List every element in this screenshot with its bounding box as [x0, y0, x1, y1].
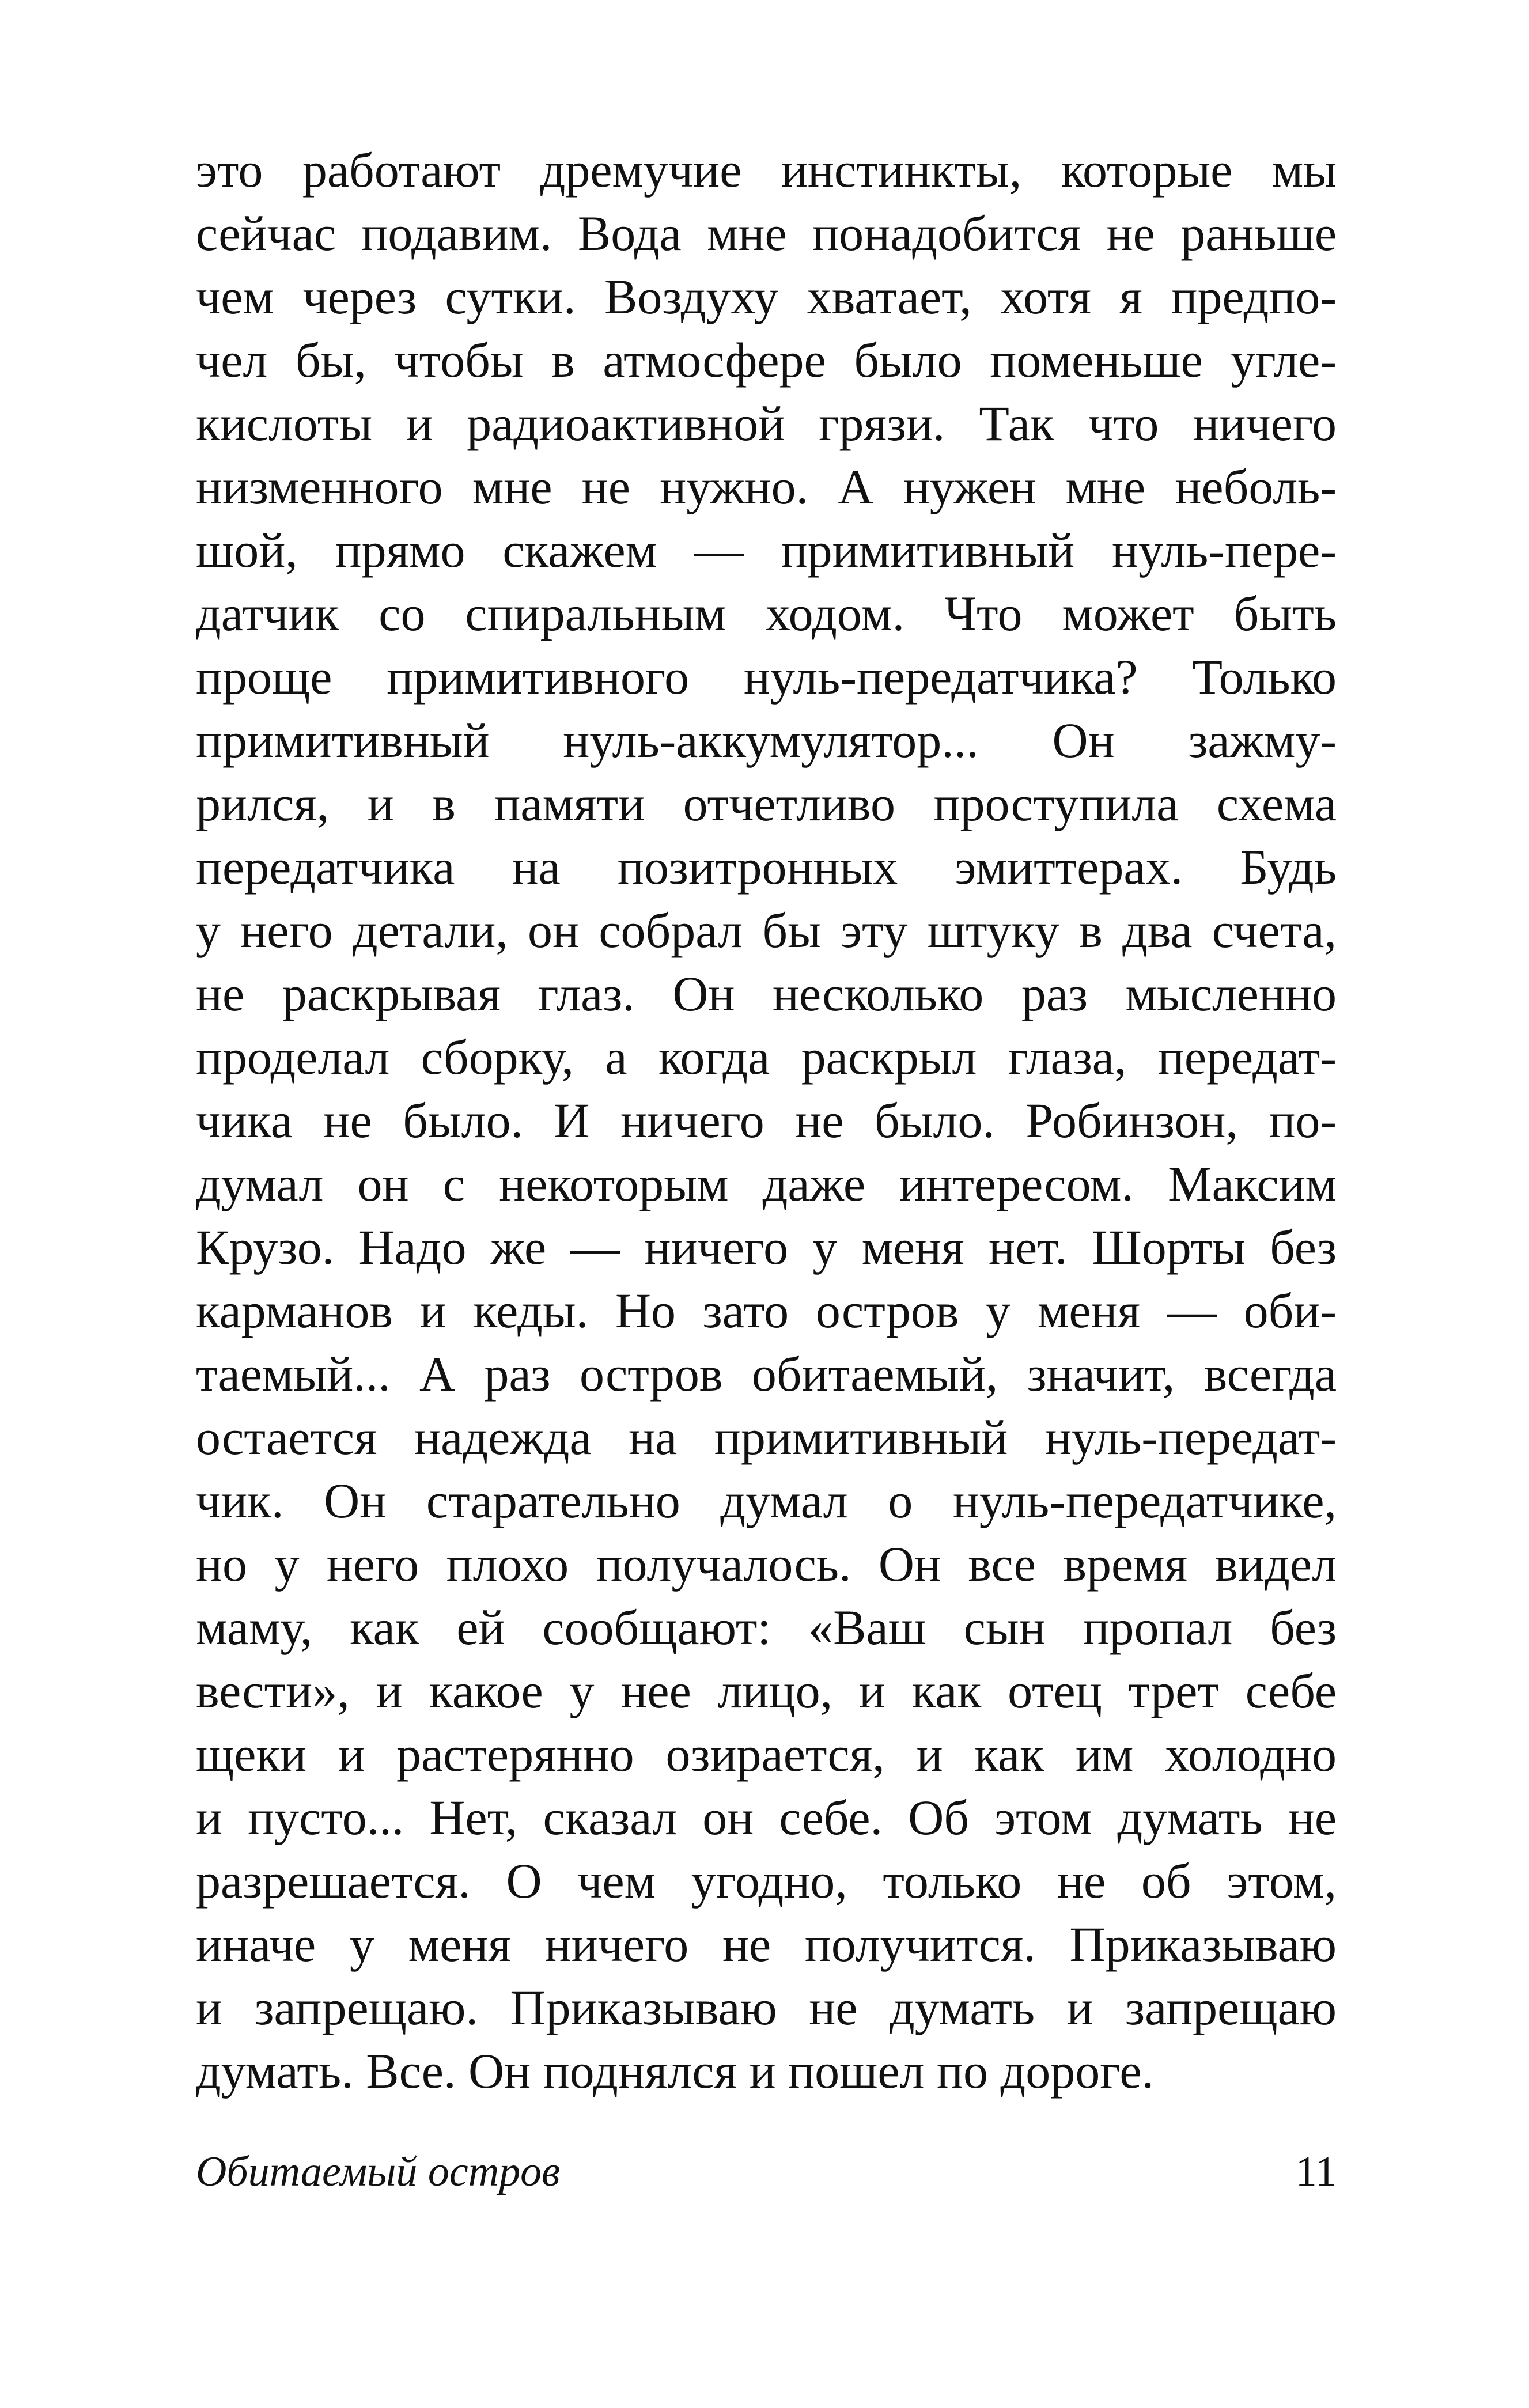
text-line: проще примитивного нуль-передатчика? Только [196, 649, 1337, 705]
page-footer [196, 2143, 1337, 2201]
text-line: передатчика на позитронных эмиттерах. Будь [196, 839, 1337, 895]
text-line: примитивный нуль-аккумулятор... Он зажму- [196, 713, 1337, 768]
text-line: остается надежда на примитивный нуль-передат- [196, 1410, 1337, 1465]
text-line: чел бы, чтобы в атмосфере было поменьше угле- [196, 332, 1337, 388]
text-line: шой, прямо скажем — примитивный нуль-пере- [196, 523, 1337, 578]
text-line: щеки и растерянно озирается, и как им холодно [196, 1727, 1337, 1782]
text-line: это работают дремучие инстинкты, которые мы [196, 142, 1337, 198]
text-line: рился, и в памяти отчетливо проступила схема [196, 776, 1337, 831]
text-line: маму, как ей сообщают: «Ваш сын пропал без [196, 1600, 1337, 1655]
text-line: чем через сутки. Воздуху хватает, хотя я предпо- [196, 269, 1337, 324]
text-line: карманов и кеды. Но зато остров у меня — оби- [196, 1283, 1337, 1338]
body-text [196, 138, 1337, 2103]
text-line: таемый... А раз остров обитаемый, значит, всегда [196, 1346, 1337, 1402]
text-line: думать. Все. Он поднялся и пошел по дороге. [196, 2043, 1155, 2099]
text-line: не раскрывая глаз. Он несколько раз мысленно [196, 966, 1337, 1021]
text-line: и запрещаю. Приказываю не думать и запрещаю [196, 1980, 1337, 2035]
text-line: проделал сборку, а когда раскрыл глаза, передат- [196, 1029, 1337, 1085]
text-line: и пусто... Нет, сказал он себе. Об этом думать не [196, 1790, 1337, 1845]
text-line: иначе у меня ничего не получится. Приказываю [196, 1917, 1337, 1972]
text-line: Крузо. Надо же — ничего у меня нет. Шорты без [196, 1220, 1337, 1275]
text-line: сейчас подавим. Вода мне понадобится не раньше [196, 206, 1337, 261]
text-line: разрешается. О чем угодно, только не об этом, [196, 1853, 1337, 1909]
text-line: вести», и какое у нее лицо, и как отец трет себе [196, 1663, 1337, 1718]
text-line: низменного мне не нужно. А нужен мне неболь- [196, 459, 1337, 514]
text-line: но у него плохо получалось. Он все время видел [196, 1536, 1337, 1592]
page-number: 11 [1295, 2148, 1337, 2195]
text-line: датчик со спиральным ходом. Что может быть [196, 586, 1337, 641]
text-line: у него детали, он собрал бы эту штуку в два счета, [196, 903, 1337, 958]
text-line: думал он с некоторым даже интересом. Максим [196, 1156, 1337, 1211]
text-line: чика не было. И ничего не было. Робинзон, по- [196, 1093, 1337, 1148]
text-line: чик. Он старательно думал о нуль-передатчике, [196, 1473, 1337, 1528]
text-line: кислоты и радиоактивной грязи. Так что ничего [196, 396, 1337, 451]
running-title: Обитаемый остров [196, 2148, 561, 2195]
